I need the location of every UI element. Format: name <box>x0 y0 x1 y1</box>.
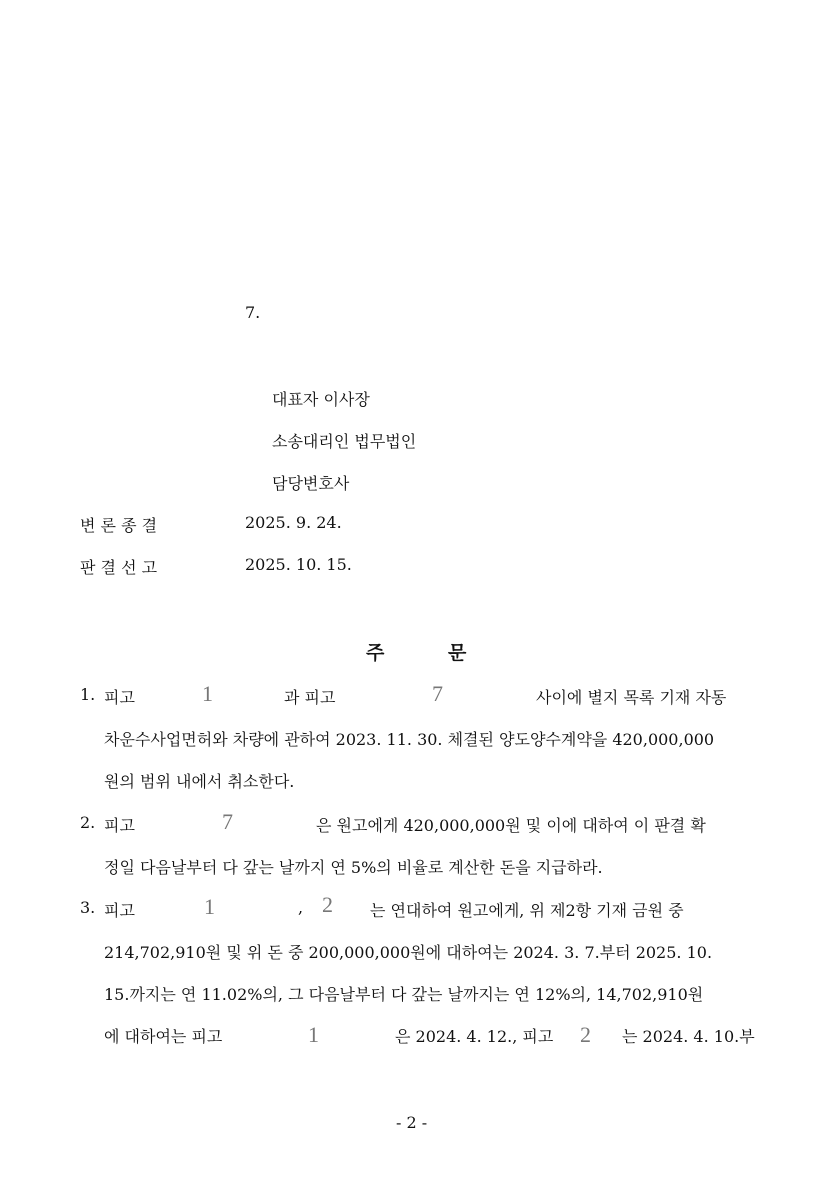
party-representative: 대표자 이사장 <box>272 390 370 409</box>
item-1-number: 1. <box>80 685 96 704</box>
item-3-text: 피고 <box>104 901 135 920</box>
item-3-comma: , <box>298 898 304 917</box>
item-2-line-2: 정일 다음날부터 다 갚는 날까지 연 5%의 비율로 계산한 돈을 지급하라. <box>104 858 603 877</box>
title-char-1: 주 <box>366 642 385 664</box>
redacted-name-1: 1 <box>202 681 213 706</box>
redacted-name-1: 1 <box>308 1022 319 1047</box>
redacted-name-2: 2 <box>322 892 333 917</box>
item-3-line-2: 214,702,910원 및 위 돈 중 200,000,000원에 대하여는 2024. 3. 7.부터 2025. 10. <box>104 943 713 962</box>
item-2-text: 은 원고에게 420,000,000원 및 이에 대하여 이 판결 확 <box>316 816 706 835</box>
item-1-line-2: 차운수사업면허와 차량에 관하여 2023. 11. 30. 체결된 양도양수계약을 420,000,000 <box>104 730 715 749</box>
item-1-text: 사이에 별지 목록 기재 자동 <box>536 688 727 707</box>
party-counsel: 소송대리인 법무법인 <box>272 432 417 451</box>
redacted-name-2: 2 <box>580 1022 591 1047</box>
item-3-text: 는 연대하여 원고에게, 위 제2항 기재 금원 중 <box>370 901 684 920</box>
item-1-text: 과 피고 <box>284 688 336 707</box>
redacted-name-7: 7 <box>222 809 233 834</box>
title-char-2: 문 <box>448 642 467 664</box>
party-number: 7. <box>245 303 261 322</box>
redacted-name-7: 7 <box>432 681 443 706</box>
close-date: 2025. 9. 24. <box>245 513 342 532</box>
item-3-line-4: 에 대하여는 피고 <box>104 1027 223 1046</box>
item-3-line-4: 는 2024. 4. 10.부 <box>622 1027 755 1046</box>
party-attorney: 담당변호사 <box>272 474 350 493</box>
judgment-label: 판 결 선 고 <box>80 558 158 577</box>
page-number: - 2 - <box>396 1113 428 1132</box>
item-2-text: 피고 <box>104 816 135 835</box>
item-3-line-3: 15.까지는 연 11.02%의, 그 다음날부터 다 갚는 날까지는 연 12%의, 14,702,910원 <box>104 985 704 1004</box>
item-1-text: 피고 <box>104 688 135 707</box>
judgment-date: 2025. 10. 15. <box>245 555 352 574</box>
item-3-line-4: 은 2024. 4. 12., 피고 <box>395 1027 554 1046</box>
item-3-number: 3. <box>80 898 96 917</box>
close-label: 변 론 종 결 <box>80 516 158 535</box>
item-1-line-3: 원의 범위 내에서 취소한다. <box>104 772 295 791</box>
redacted-name-1: 1 <box>204 894 215 919</box>
item-2-number: 2. <box>80 813 96 832</box>
